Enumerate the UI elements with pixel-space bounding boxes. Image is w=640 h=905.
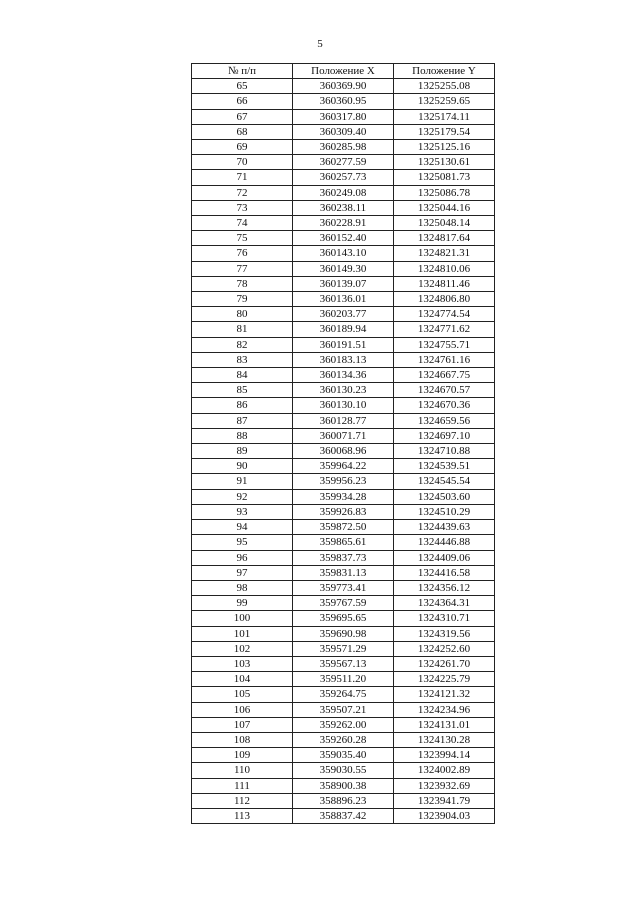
table-row bbox=[192, 200, 495, 215]
cell-number: 79 bbox=[192, 292, 293, 307]
table-row bbox=[192, 641, 495, 656]
cell-position-x: 358900.38 bbox=[293, 778, 394, 793]
cell-position-x: 359837.73 bbox=[293, 550, 394, 565]
table-row bbox=[192, 717, 495, 732]
table-row bbox=[192, 155, 495, 170]
cell-position-x: 359926.83 bbox=[293, 504, 394, 519]
cell-number: 80 bbox=[192, 307, 293, 322]
cell-position-x: 359956.23 bbox=[293, 474, 394, 489]
cell-position-y: 1325259.65 bbox=[394, 94, 495, 109]
cell-position-x: 360183.13 bbox=[293, 352, 394, 367]
cell-number: 96 bbox=[192, 550, 293, 565]
cell-number: 110 bbox=[192, 763, 293, 778]
cell-position-x: 360369.90 bbox=[293, 79, 394, 94]
cell-position-y: 1324002.89 bbox=[394, 763, 495, 778]
cell-position-x: 360309.40 bbox=[293, 124, 394, 139]
table-row bbox=[192, 231, 495, 246]
cell-number: 99 bbox=[192, 596, 293, 611]
table-row bbox=[192, 109, 495, 124]
cell-position-x: 360128.77 bbox=[293, 413, 394, 428]
cell-number: 93 bbox=[192, 504, 293, 519]
cell-position-y: 1324130.28 bbox=[394, 732, 495, 747]
cell-position-x: 360317.80 bbox=[293, 109, 394, 124]
table-row bbox=[192, 489, 495, 504]
cell-position-y: 1324416.58 bbox=[394, 565, 495, 580]
cell-position-y: 1324811.46 bbox=[394, 276, 495, 291]
table-row bbox=[192, 383, 495, 398]
table-row bbox=[192, 763, 495, 778]
page-number: 5 bbox=[317, 38, 323, 50]
table-row bbox=[192, 322, 495, 337]
cell-number: 101 bbox=[192, 626, 293, 641]
cell-position-y: 1324697.10 bbox=[394, 428, 495, 443]
cell-position-x: 359964.22 bbox=[293, 459, 394, 474]
table-row bbox=[192, 596, 495, 611]
cell-position-y: 1325048.14 bbox=[394, 216, 495, 231]
cell-position-y: 1325130.61 bbox=[394, 155, 495, 170]
cell-position-x: 359030.55 bbox=[293, 763, 394, 778]
table-row bbox=[192, 140, 495, 155]
cell-number: 72 bbox=[192, 185, 293, 200]
cell-position-y: 1324225.79 bbox=[394, 672, 495, 687]
cell-position-y: 1325255.08 bbox=[394, 79, 495, 94]
table-row bbox=[192, 428, 495, 443]
cell-position-y: 1325044.16 bbox=[394, 200, 495, 215]
cell-position-x: 359690.98 bbox=[293, 626, 394, 641]
cell-number: 77 bbox=[192, 261, 293, 276]
cell-position-x: 360191.51 bbox=[293, 337, 394, 352]
table-row bbox=[192, 611, 495, 626]
cell-number: 91 bbox=[192, 474, 293, 489]
cell-position-y: 1324409.06 bbox=[394, 550, 495, 565]
table-row bbox=[192, 748, 495, 763]
cell-position-y: 1324667.75 bbox=[394, 368, 495, 383]
cell-position-x: 360360.95 bbox=[293, 94, 394, 109]
table-row bbox=[192, 656, 495, 671]
table-row bbox=[192, 292, 495, 307]
cell-position-y: 1325179.54 bbox=[394, 124, 495, 139]
table-row bbox=[192, 276, 495, 291]
cell-position-x: 359571.29 bbox=[293, 641, 394, 656]
cell-position-x: 359567.13 bbox=[293, 656, 394, 671]
cell-position-y: 1325086.78 bbox=[394, 185, 495, 200]
table-row bbox=[192, 216, 495, 231]
table-row bbox=[192, 185, 495, 200]
cell-position-y: 1324670.36 bbox=[394, 398, 495, 413]
table-row bbox=[192, 535, 495, 550]
cell-number: 89 bbox=[192, 444, 293, 459]
table-row bbox=[192, 808, 495, 823]
cell-position-y: 1324539.51 bbox=[394, 459, 495, 474]
cell-position-y: 1324806.80 bbox=[394, 292, 495, 307]
cell-position-y: 1324252.60 bbox=[394, 641, 495, 656]
cell-number: 95 bbox=[192, 535, 293, 550]
cell-position-x: 359035.40 bbox=[293, 748, 394, 763]
header-position-x: Положение X bbox=[293, 64, 394, 79]
table-row bbox=[192, 520, 495, 535]
cell-position-y: 1324439.63 bbox=[394, 520, 495, 535]
cell-position-x: 359831.13 bbox=[293, 565, 394, 580]
cell-position-y: 1325125.16 bbox=[394, 140, 495, 155]
cell-number: 70 bbox=[192, 155, 293, 170]
cell-position-y: 1324131.01 bbox=[394, 717, 495, 732]
cell-position-x: 359767.59 bbox=[293, 596, 394, 611]
cell-position-y: 1325081.73 bbox=[394, 170, 495, 185]
cell-position-x: 360203.77 bbox=[293, 307, 394, 322]
cell-position-x: 360130.23 bbox=[293, 383, 394, 398]
cell-number: 65 bbox=[192, 79, 293, 94]
cell-number: 112 bbox=[192, 793, 293, 808]
cell-position-x: 360277.59 bbox=[293, 155, 394, 170]
table-row bbox=[192, 170, 495, 185]
cell-number: 100 bbox=[192, 611, 293, 626]
table-row bbox=[192, 413, 495, 428]
cell-number: 92 bbox=[192, 489, 293, 504]
cell-number: 106 bbox=[192, 702, 293, 717]
table-row bbox=[192, 732, 495, 747]
table-row bbox=[192, 580, 495, 595]
cell-position-x: 358896.23 bbox=[293, 793, 394, 808]
cell-number: 104 bbox=[192, 672, 293, 687]
cell-position-x: 359260.28 bbox=[293, 732, 394, 747]
cell-number: 75 bbox=[192, 231, 293, 246]
header-number: № п/п bbox=[192, 64, 293, 79]
cell-position-x: 359872.50 bbox=[293, 520, 394, 535]
cell-number: 71 bbox=[192, 170, 293, 185]
cell-position-x: 360285.98 bbox=[293, 140, 394, 155]
cell-position-x: 359695.65 bbox=[293, 611, 394, 626]
cell-position-x: 360152.40 bbox=[293, 231, 394, 246]
cell-position-y: 1323994.14 bbox=[394, 748, 495, 763]
cell-position-x: 358837.42 bbox=[293, 808, 394, 823]
cell-position-y: 1323932.69 bbox=[394, 778, 495, 793]
cell-number: 78 bbox=[192, 276, 293, 291]
cell-position-x: 360068.96 bbox=[293, 444, 394, 459]
cell-number: 107 bbox=[192, 717, 293, 732]
cell-position-x: 360257.73 bbox=[293, 170, 394, 185]
header-position-y: Положение Y bbox=[394, 64, 495, 79]
cell-number: 111 bbox=[192, 778, 293, 793]
cell-number: 84 bbox=[192, 368, 293, 383]
cell-position-y: 1324319.56 bbox=[394, 626, 495, 641]
cell-position-y: 1324761.16 bbox=[394, 352, 495, 367]
cell-number: 94 bbox=[192, 520, 293, 535]
cell-number: 102 bbox=[192, 641, 293, 656]
cell-position-y: 1324774.54 bbox=[394, 307, 495, 322]
table-row bbox=[192, 337, 495, 352]
table-row bbox=[192, 504, 495, 519]
cell-position-y: 1324503.60 bbox=[394, 489, 495, 504]
table-row bbox=[192, 444, 495, 459]
cell-number: 87 bbox=[192, 413, 293, 428]
cell-number: 105 bbox=[192, 687, 293, 702]
cell-position-y: 1324356.12 bbox=[394, 580, 495, 595]
table-row bbox=[192, 550, 495, 565]
cell-position-x: 360139.07 bbox=[293, 276, 394, 291]
cell-position-x: 360238.11 bbox=[293, 200, 394, 215]
cell-position-x: 359773.41 bbox=[293, 580, 394, 595]
cell-position-x: 359511.20 bbox=[293, 672, 394, 687]
cell-position-x: 359262.00 bbox=[293, 717, 394, 732]
cell-number: 69 bbox=[192, 140, 293, 155]
cell-position-x: 360130.10 bbox=[293, 398, 394, 413]
cell-position-y: 1324261.70 bbox=[394, 656, 495, 671]
table-row bbox=[192, 687, 495, 702]
cell-position-x: 359865.61 bbox=[293, 535, 394, 550]
cell-number: 82 bbox=[192, 337, 293, 352]
cell-number: 81 bbox=[192, 322, 293, 337]
cell-number: 98 bbox=[192, 580, 293, 595]
cell-position-y: 1324817.64 bbox=[394, 231, 495, 246]
cell-position-y: 1324710.88 bbox=[394, 444, 495, 459]
cell-position-x: 360189.94 bbox=[293, 322, 394, 337]
cell-position-x: 359934.28 bbox=[293, 489, 394, 504]
cell-position-y: 1324121.32 bbox=[394, 687, 495, 702]
table-row bbox=[192, 793, 495, 808]
cell-position-y: 1324810.06 bbox=[394, 261, 495, 276]
cell-position-y: 1323904.03 bbox=[394, 808, 495, 823]
cell-position-x: 360143.10 bbox=[293, 246, 394, 261]
table-row bbox=[192, 79, 495, 94]
table-row bbox=[192, 778, 495, 793]
cell-position-y: 1324821.31 bbox=[394, 246, 495, 261]
cell-number: 90 bbox=[192, 459, 293, 474]
coordinates-table bbox=[191, 63, 495, 824]
table-header-row bbox=[192, 64, 495, 79]
cell-number: 67 bbox=[192, 109, 293, 124]
cell-position-y: 1324446.88 bbox=[394, 535, 495, 550]
cell-number: 74 bbox=[192, 216, 293, 231]
cell-number: 85 bbox=[192, 383, 293, 398]
table-row bbox=[192, 246, 495, 261]
table-body bbox=[192, 79, 495, 824]
cell-position-y: 1324234.96 bbox=[394, 702, 495, 717]
cell-number: 113 bbox=[192, 808, 293, 823]
cell-number: 86 bbox=[192, 398, 293, 413]
cell-number: 83 bbox=[192, 352, 293, 367]
table-row bbox=[192, 626, 495, 641]
cell-position-x: 360071.71 bbox=[293, 428, 394, 443]
cell-position-y: 1324364.31 bbox=[394, 596, 495, 611]
cell-position-y: 1324659.56 bbox=[394, 413, 495, 428]
cell-number: 97 bbox=[192, 565, 293, 580]
cell-position-y: 1324771.62 bbox=[394, 322, 495, 337]
cell-position-x: 359264.75 bbox=[293, 687, 394, 702]
table-row bbox=[192, 702, 495, 717]
cell-position-x: 360134.36 bbox=[293, 368, 394, 383]
cell-position-y: 1323941.79 bbox=[394, 793, 495, 808]
cell-position-x: 360228.91 bbox=[293, 216, 394, 231]
cell-position-x: 360249.08 bbox=[293, 185, 394, 200]
cell-position-y: 1325174.11 bbox=[394, 109, 495, 124]
cell-number: 73 bbox=[192, 200, 293, 215]
cell-number: 109 bbox=[192, 748, 293, 763]
cell-number: 66 bbox=[192, 94, 293, 109]
table-row bbox=[192, 352, 495, 367]
cell-number: 68 bbox=[192, 124, 293, 139]
cell-position-y: 1324545.54 bbox=[394, 474, 495, 489]
table-row bbox=[192, 124, 495, 139]
table-row bbox=[192, 565, 495, 580]
table-row bbox=[192, 94, 495, 109]
cell-number: 108 bbox=[192, 732, 293, 747]
table-row bbox=[192, 261, 495, 276]
table-row bbox=[192, 672, 495, 687]
cell-position-y: 1324310.71 bbox=[394, 611, 495, 626]
cell-position-x: 360136.01 bbox=[293, 292, 394, 307]
table-row bbox=[192, 459, 495, 474]
table-row bbox=[192, 398, 495, 413]
table-row bbox=[192, 307, 495, 322]
cell-number: 103 bbox=[192, 656, 293, 671]
table-row bbox=[192, 474, 495, 489]
cell-position-x: 360149.30 bbox=[293, 261, 394, 276]
table-row bbox=[192, 368, 495, 383]
cell-position-y: 1324670.57 bbox=[394, 383, 495, 398]
cell-position-y: 1324510.29 bbox=[394, 504, 495, 519]
cell-number: 88 bbox=[192, 428, 293, 443]
cell-number: 76 bbox=[192, 246, 293, 261]
cell-position-x: 359507.21 bbox=[293, 702, 394, 717]
cell-position-y: 1324755.71 bbox=[394, 337, 495, 352]
